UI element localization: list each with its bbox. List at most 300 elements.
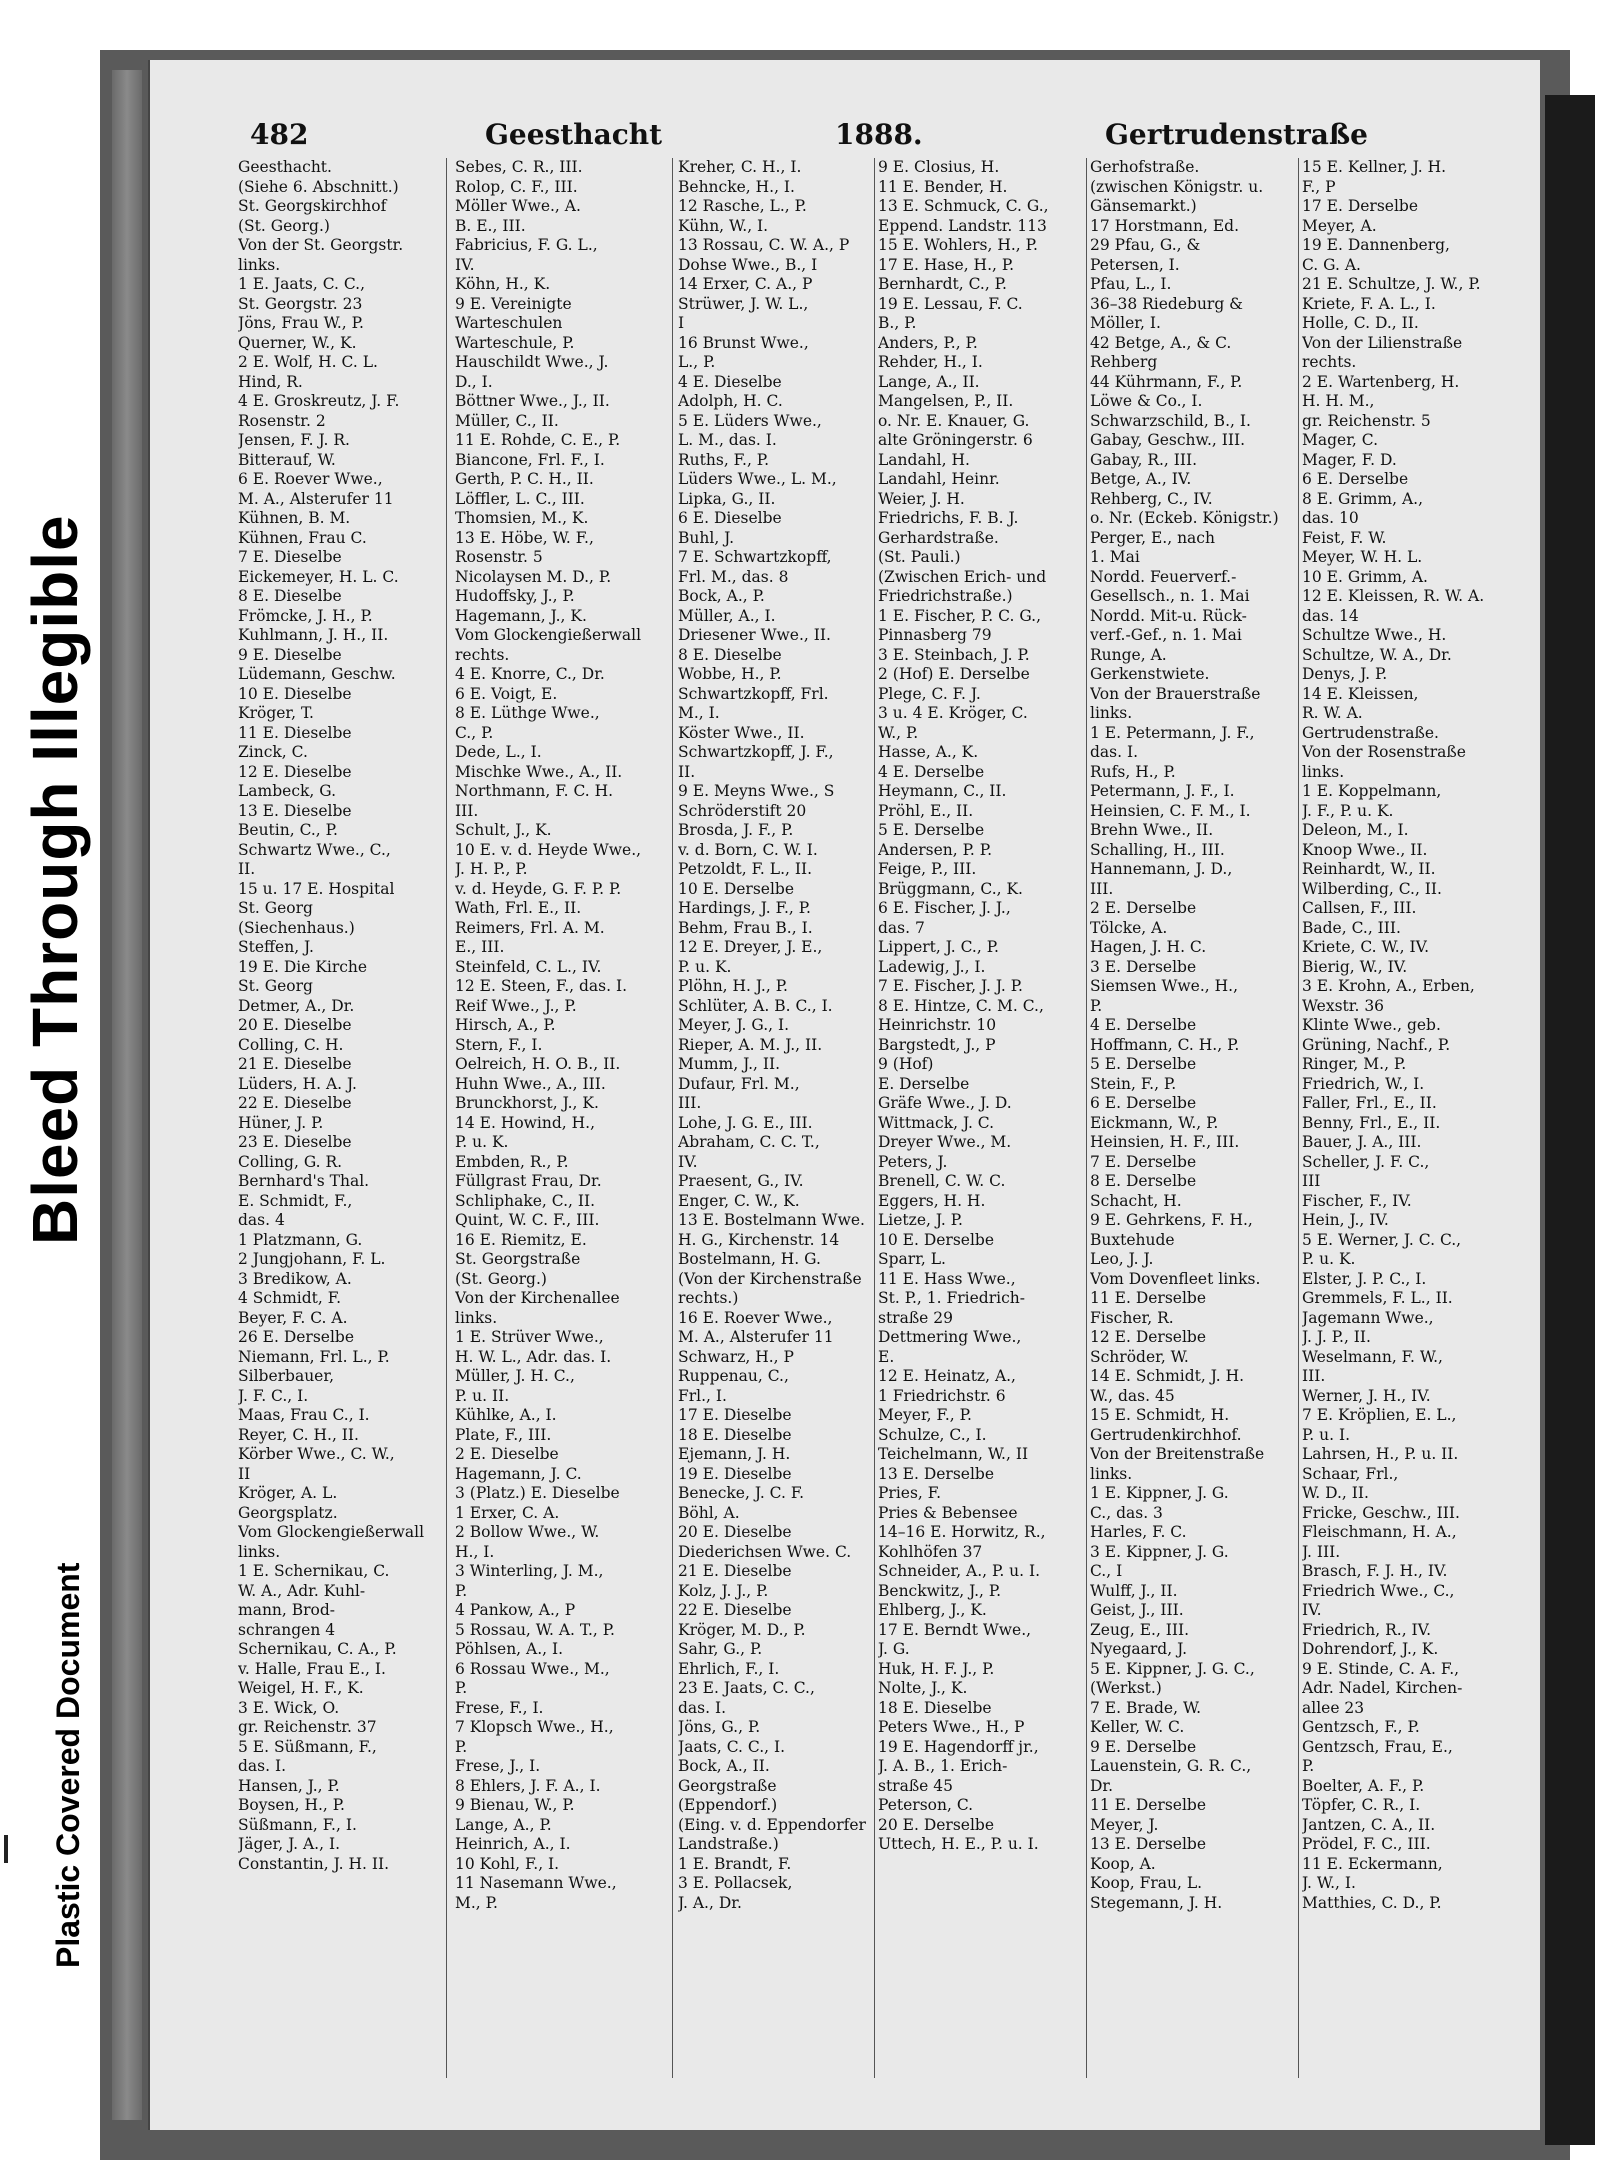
directory-line: Zeug, E., III. xyxy=(1090,1620,1190,1639)
directory-line: 1. Mai xyxy=(1090,548,1140,566)
directory-line: Fleischmann, H. A., xyxy=(1302,1523,1457,1541)
directory-line: Elster, J. P. C., I. xyxy=(1302,1269,1427,1288)
directory-line: Enger, C. W., K. xyxy=(678,1191,800,1210)
directory-line: Teichelmann, W., II xyxy=(878,1445,1029,1463)
directory-line: 17 Horstmann, Ed. xyxy=(1090,216,1240,235)
directory-line: Colling, G. R. xyxy=(238,1152,343,1171)
directory-line: Schwartzkopff, J. F., xyxy=(678,743,834,761)
directory-line: Gabay, R., III. xyxy=(1090,450,1198,469)
directory-line: II. xyxy=(238,860,256,878)
directory-line: 19 E. Dieselbe xyxy=(678,1464,792,1483)
directory-line: Colling, C. H. xyxy=(238,1035,344,1054)
directory-line: B. E., III. xyxy=(455,216,526,235)
directory-line: Dede, L., I. xyxy=(455,743,542,761)
directory-line: Andersen, P. P. xyxy=(878,840,993,859)
directory-line: Kohlhöfen 37 xyxy=(878,1542,983,1561)
directory-line: Schröder, W. xyxy=(1090,1347,1189,1366)
running-header xyxy=(250,118,1368,160)
directory-line: 4 E. Knorre, C., Dr. xyxy=(455,665,605,683)
directory-line: Anders, P., P. xyxy=(878,333,978,352)
directory-line: 8 E. Derselbe xyxy=(1090,1172,1197,1190)
overlay-sidebar xyxy=(0,0,100,2177)
directory-line: 7 E. Schwartzkopff, xyxy=(678,548,832,566)
directory-column-6 xyxy=(1302,158,1527,1913)
directory-line: Weigel, H. F., K. xyxy=(238,1679,364,1697)
directory-line: 13 E. Höbe, W. F., xyxy=(455,528,594,547)
directory-line: Ruths, F., P. xyxy=(678,450,770,469)
directory-line: Hind, R. xyxy=(238,372,303,391)
directory-line: Pries, F. xyxy=(878,1484,942,1502)
edge-mark xyxy=(4,1835,8,1863)
directory-line: P. xyxy=(1090,996,1103,1015)
directory-line: Pfau, L., I. xyxy=(1090,275,1172,293)
directory-line: schrangen 4 xyxy=(238,1620,336,1639)
directory-line: Sparr, L. xyxy=(878,1250,946,1268)
directory-line: das. 4 xyxy=(238,1211,285,1229)
directory-line: rechts.) xyxy=(678,1289,739,1307)
directory-line: 17 E. Dieselbe xyxy=(678,1406,792,1424)
directory-line: Dr. xyxy=(1090,1776,1114,1795)
directory-line: 19 E. Hagendorff jr., xyxy=(878,1737,1039,1756)
directory-line: 14 Erxer, C. A., P xyxy=(678,275,813,293)
directory-line: Töpfer, C. R., I. xyxy=(1302,1796,1421,1814)
directory-line: rechts. xyxy=(455,645,510,664)
directory-line: P. xyxy=(455,1679,468,1697)
directory-line: St. Georgstr. 23 xyxy=(238,294,363,313)
directory-line: verf.-Gef., n. 1. Mai xyxy=(1090,626,1242,644)
directory-line: Peters Wwe., H., P xyxy=(878,1718,1025,1736)
directory-line: St. P., 1. Friedrich- xyxy=(878,1289,1025,1307)
directory-line: 4 E. Groskreutz, J. F. xyxy=(238,392,400,410)
directory-line: Matthies, C. D., P. xyxy=(1302,1893,1442,1912)
directory-line: Hagen, J. H. C. xyxy=(1090,938,1207,956)
directory-line: 18 E. Dieselbe xyxy=(678,1425,792,1444)
directory-line: Rehberg xyxy=(1090,353,1158,371)
directory-line: o. Nr. E. Knauer, G. xyxy=(878,411,1030,430)
directory-line: (Eppendorf.) xyxy=(678,1796,778,1814)
directory-line: Eickemeyer, H. L. C. xyxy=(238,567,399,586)
directory-line: 1 E. Koppelmann, xyxy=(1302,782,1442,800)
directory-line: mann, Brod- xyxy=(238,1601,336,1619)
directory-line: Hasse, A., K. xyxy=(878,743,979,761)
directory-line: Kröger, A. L. xyxy=(238,1484,338,1502)
directory-line: Meyer, F., P. xyxy=(878,1406,972,1424)
directory-line: Lambeck, G. xyxy=(238,782,337,800)
directory-line: Querner, W., K. xyxy=(238,333,357,352)
directory-line: (Zwischen Erich- und xyxy=(878,567,1047,586)
directory-line: P. xyxy=(1302,1757,1315,1775)
directory-line: 36–38 Riedeburg & xyxy=(1090,294,1243,313)
directory-line: Driesener Wwe., II. xyxy=(678,626,831,644)
directory-line: Biancone, Frl. F., I. xyxy=(455,450,605,469)
directory-line: Lüdemann, Geschw. xyxy=(238,665,396,683)
directory-line: Siemsen Wwe., H., xyxy=(1090,977,1239,995)
directory-line: II. xyxy=(678,762,696,781)
directory-line: Löffler, L. C., III. xyxy=(455,489,585,508)
directory-line: 1 E. Fischer, P. C. G., xyxy=(878,606,1042,625)
directory-line: Lohe, J. G. E., III. xyxy=(678,1113,813,1132)
directory-line: v. Halle, Frau E., I. xyxy=(238,1659,386,1678)
directory-line: Hirsch, A., P. xyxy=(455,1016,556,1034)
directory-line: 3 (Platz.) E. Dieselbe xyxy=(455,1484,620,1502)
directory-line: Möller, I. xyxy=(1090,314,1161,332)
directory-line: Brüggmann, C., K. xyxy=(878,879,1023,898)
directory-column-1 xyxy=(238,158,433,1874)
directory-line: o. Nr. (Eckeb. Königstr.) xyxy=(1090,509,1279,527)
directory-line: St. Georgskirchhof xyxy=(238,197,387,215)
directory-line: E. Derselbe xyxy=(878,1074,970,1093)
directory-line: 2 (Hof) E. Derselbe xyxy=(878,665,1030,683)
directory-line: Kriete, C. W., IV. xyxy=(1302,938,1430,956)
directory-line: Nolte, J., K. xyxy=(878,1679,968,1697)
directory-line: Reyer, C. H., II. xyxy=(238,1425,359,1444)
directory-line: straße 45 xyxy=(878,1776,954,1795)
directory-line: Reinhardt, W., II. xyxy=(1302,860,1436,878)
directory-line: C., das. 3 xyxy=(1090,1503,1163,1522)
directory-line: 1 Erxer, C. A. xyxy=(455,1503,560,1522)
directory-line: 3 E. Derselbe xyxy=(1090,957,1197,976)
directory-line: Pries & Bebensee xyxy=(878,1503,1018,1522)
directory-line: Von der Rosenstraße xyxy=(1302,743,1466,761)
directory-line: 12 E. Derselbe xyxy=(1090,1328,1207,1346)
directory-line: C., I xyxy=(1090,1562,1123,1580)
directory-line: Dohrendorf, J., K. xyxy=(1302,1640,1439,1658)
directory-line: 9 Bienau, W., P. xyxy=(455,1796,575,1814)
directory-line: Heymann, C., II. xyxy=(878,782,1007,800)
directory-line: Lipka, G., II. xyxy=(678,489,776,508)
bleed-through-label: Bleed Through Illegible xyxy=(19,514,91,1245)
directory-line: Lietze, J. P. xyxy=(878,1211,963,1229)
directory-line: 15 E. Schmidt, H. xyxy=(1090,1406,1230,1424)
directory-column-2 xyxy=(455,158,670,1913)
directory-line: Friedrichs, F. B. J. xyxy=(878,509,1019,527)
directory-line: St. Georg xyxy=(238,899,313,917)
directory-line: L., P. xyxy=(678,353,716,371)
directory-line: 17 E. Hase, H., P. xyxy=(878,255,1015,274)
directory-line: straße 29 xyxy=(878,1308,954,1327)
directory-line: Hansen, J., P. xyxy=(238,1776,340,1795)
directory-line: 6 Rossau Wwe., M., xyxy=(455,1659,610,1678)
directory-line: Bade, C., III. xyxy=(1302,918,1401,937)
directory-line: v. d. Heyde, G. F. P. P. xyxy=(455,879,622,898)
directory-line: Lüders, H. A. J. xyxy=(238,1074,357,1093)
directory-line: Friedrichstraße.) xyxy=(878,587,1013,605)
directory-line: Hein, J., IV. xyxy=(1302,1211,1389,1229)
directory-line: Silberbauer, xyxy=(238,1367,334,1385)
directory-line: 1 E. Petermann, J. F., xyxy=(1090,723,1255,742)
directory-line: D., I. xyxy=(455,372,493,391)
directory-line: 1 E. Jaats, C. C., xyxy=(238,275,366,293)
directory-line: Von der Kirchenallee xyxy=(455,1289,620,1307)
directory-line: 14 E. Schmidt, J. H. xyxy=(1090,1367,1245,1385)
directory-line: P. u. II. xyxy=(455,1386,510,1405)
directory-line: 1 E. Strüver Wwe., xyxy=(455,1328,604,1346)
directory-line: III. xyxy=(1302,1367,1326,1385)
directory-line: Vom Glockengießerwall xyxy=(238,1523,425,1541)
directory-line: 4 E. Derselbe xyxy=(878,762,985,781)
column-rule xyxy=(672,158,673,2078)
directory-line: Gabay, Geschw., III. xyxy=(1090,431,1246,449)
directory-line: 16 Brunst Wwe., xyxy=(678,333,809,352)
directory-line: Rosenstr. 5 xyxy=(455,548,543,566)
directory-line: 21 E. Schultze, J. W., P. xyxy=(1302,275,1481,293)
directory-line: Kolz, J. J., P. xyxy=(678,1581,769,1600)
directory-line: 10 Kohl, F., I. xyxy=(455,1854,560,1873)
directory-line: C., P. xyxy=(455,723,494,742)
directory-line: 16 E. Riemitz, E. xyxy=(455,1230,587,1249)
directory-line: (St. Georg.) xyxy=(455,1269,547,1288)
directory-line: Knoop Wwe., II. xyxy=(1302,840,1428,859)
directory-line: Grüning, Nachf., P. xyxy=(1302,1035,1451,1054)
directory-line: 11 E. Eckermann, xyxy=(1302,1854,1443,1873)
directory-line: Northmann, F. C. H. xyxy=(455,782,614,800)
directory-line: 7 E. Kröplien, E. L., xyxy=(1302,1406,1457,1424)
directory-line: 5 E. Derselbe xyxy=(1090,1055,1197,1073)
directory-line: II xyxy=(238,1464,251,1483)
directory-line: P. xyxy=(455,1581,468,1600)
directory-line: Callsen, F., III. xyxy=(1302,899,1417,917)
directory-line: J. A. B., 1. Erich- xyxy=(878,1757,1008,1775)
directory-line: das. 10 xyxy=(1302,509,1359,527)
directory-line: Peterson, C. xyxy=(878,1796,974,1814)
directory-line: 20 E. Derselbe xyxy=(878,1815,995,1834)
directory-line: Meyer, J. xyxy=(1090,1815,1159,1834)
directory-line: 14–16 E. Horwitz, R., xyxy=(878,1523,1046,1541)
directory-line: Gerth, P. C. H., II. xyxy=(455,470,594,488)
directory-line: J. III. xyxy=(1302,1542,1341,1561)
directory-line: Nyegaard, J. xyxy=(1090,1640,1188,1658)
directory-line: Von der St. Georgstr. xyxy=(238,236,404,254)
directory-line: Wulff, J., II. xyxy=(1090,1581,1178,1600)
directory-line: 2 Jungjohann, F. L. xyxy=(238,1250,386,1268)
directory-line: Fabricius, F. G. L., xyxy=(455,236,598,254)
directory-line: Georgsplatz. xyxy=(238,1503,338,1522)
directory-line: 1 E. Schernikau, C. xyxy=(238,1562,390,1580)
directory-line: 8 E. Dieselbe xyxy=(238,587,342,605)
directory-line: Huhn Wwe., A., III. xyxy=(455,1074,606,1093)
directory-line: 5 E. Süßmann, F., xyxy=(238,1737,377,1756)
directory-line: Schwartzkopff, Frl. xyxy=(678,684,829,703)
directory-line: Deleon, M., I. xyxy=(1302,821,1409,839)
directory-line: 42 Betge, A., & C. xyxy=(1090,333,1232,352)
directory-line: 22 E. Dieselbe xyxy=(238,1094,352,1112)
directory-line: Wilberding, C., II. xyxy=(1302,879,1442,898)
directory-line: Frl. M., das. 8 xyxy=(678,567,789,586)
directory-line: Müller, C., II. xyxy=(455,411,559,430)
directory-line: Müller, A., I. xyxy=(678,606,776,625)
directory-line: 15 u. 17 E. Hospital xyxy=(238,879,395,898)
directory-line: J. F., P. u. K. xyxy=(1302,801,1394,820)
directory-line: Gräfe Wwe., J. D. xyxy=(878,1094,1012,1112)
directory-line: 2 E. Wartenberg, H. xyxy=(1302,372,1460,391)
directory-line: 8 E. Lüthge Wwe., xyxy=(455,704,600,722)
directory-line: 3 E. Wick, O. xyxy=(238,1698,340,1717)
directory-line: Koop, A. xyxy=(1090,1854,1156,1873)
directory-line: Uttech, H. E., P. u. I. xyxy=(878,1835,1039,1853)
directory-line: Böhl, A. xyxy=(678,1503,740,1522)
directory-line: Hauschildt Wwe., J. xyxy=(455,353,609,371)
directory-line: Quint, W. C. F., III. xyxy=(455,1211,600,1229)
directory-line: 26 E. Derselbe xyxy=(238,1328,355,1346)
directory-line: 6 E. Derselbe xyxy=(1302,470,1409,488)
directory-line: rechts. xyxy=(1302,353,1357,371)
directory-line: Frömcke, J. H., P. xyxy=(238,606,373,625)
directory-line: Abraham, C. C. T., xyxy=(678,1133,820,1151)
directory-line: Benny, Frl., E., II. xyxy=(1302,1113,1441,1132)
directory-line: Adr. Nadel, Kirchen- xyxy=(1302,1679,1463,1697)
directory-line: Stern, F., I. xyxy=(455,1035,543,1054)
directory-line: 4 E. Derselbe xyxy=(1090,1016,1197,1034)
right-running-head: Gertrudenstraße xyxy=(1105,118,1368,151)
directory-line: Kühnen, Frau C. xyxy=(238,528,367,547)
directory-line: Sebes, C. R., III. xyxy=(455,158,583,176)
directory-column-5 xyxy=(1090,158,1300,1913)
directory-line: Maas, Frau C., I. xyxy=(238,1406,370,1424)
directory-line: 8 Ehlers, J. F. A., I. xyxy=(455,1776,601,1795)
directory-line: Rufs, H., P. xyxy=(1090,762,1176,781)
directory-line: links. xyxy=(238,255,281,274)
directory-line: 17 E. Berndt Wwe., xyxy=(878,1620,1032,1639)
directory-line: Gesellsch., n. 1. Mai xyxy=(1090,587,1250,605)
directory-line: Schneider, A., P. u. I. xyxy=(878,1562,1041,1580)
directory-line: das. 7 xyxy=(878,918,925,937)
directory-line: 8 E. Grimm, A., xyxy=(1302,489,1424,508)
directory-line: 20 E. Dieselbe xyxy=(678,1523,792,1541)
directory-line: Kühnen, B. M. xyxy=(238,509,351,527)
directory-line: Hoffmann, C. H., P. xyxy=(1090,1035,1240,1054)
directory-line: Böttner Wwe., J., II. xyxy=(455,392,610,410)
directory-line: links. xyxy=(1302,762,1345,781)
directory-line: E., III. xyxy=(455,938,505,956)
directory-line: 3 E. Steinbach, J. P. xyxy=(878,645,1030,664)
directory-line: Bauer, J. A., III. xyxy=(1302,1133,1422,1151)
directory-line: 7 E. Derselbe xyxy=(1090,1152,1197,1171)
directory-line: Mumm, J., II. xyxy=(678,1055,781,1073)
directory-line: Stegemann, J. H. xyxy=(1090,1893,1223,1912)
directory-line: Von der Brauerstraße xyxy=(1090,684,1261,703)
directory-line: Praesent, G., IV. xyxy=(678,1172,804,1190)
directory-line: Lahrsen, H., P. u. II. xyxy=(1302,1445,1459,1463)
directory-line: Mager, F. D. xyxy=(1302,450,1397,469)
directory-line: III. xyxy=(455,801,479,820)
directory-line: Perger, E., nach xyxy=(1090,528,1215,547)
directory-line: Petzoldt, F. L., II. xyxy=(678,860,813,878)
directory-line: Petermann, J. F., I. xyxy=(1090,782,1235,800)
directory-line: W., P. xyxy=(878,723,919,742)
directory-line: Fischer, F., IV. xyxy=(1302,1191,1412,1210)
directory-line: III. xyxy=(1090,879,1114,898)
directory-line: 29 Pfau, G., & xyxy=(1090,236,1201,254)
directory-line: 2 Bollow Wwe., W. xyxy=(455,1523,600,1541)
directory-line: Kühlke, A., I. xyxy=(455,1406,557,1424)
directory-line: Rehder, H., I. xyxy=(878,353,983,371)
directory-line: Meyer, A. xyxy=(1302,216,1377,235)
directory-line: Eickmann, W., P. xyxy=(1090,1113,1219,1132)
column-rule xyxy=(1298,158,1299,2078)
directory-line: Bierig, W., IV. xyxy=(1302,957,1408,976)
directory-line: Körber Wwe., C. W., xyxy=(238,1445,395,1463)
directory-line: M., P. xyxy=(455,1893,498,1912)
directory-line: Boelter, A. F., P. xyxy=(1302,1776,1425,1795)
directory-line: Jagemann Wwe., xyxy=(1302,1308,1434,1327)
directory-line: 23 E. Dieselbe xyxy=(238,1133,352,1151)
directory-line: 11 E. Dieselbe xyxy=(238,723,352,742)
directory-line: Brosda, J. F., P. xyxy=(678,821,794,839)
directory-line: Gänsemarkt.) xyxy=(1090,197,1197,215)
directory-line: Dreyer Wwe., M. xyxy=(878,1133,1012,1151)
directory-line: L. M., das. I. xyxy=(678,431,777,449)
directory-line: Benckwitz, J., P. xyxy=(878,1581,1002,1600)
directory-line: 13 Rossau, C. W. A., P xyxy=(678,236,850,254)
directory-line: Nordd. Feuerverf.- xyxy=(1090,567,1237,586)
directory-line: 15 E. Wohlers, H., P. xyxy=(878,236,1038,254)
directory-line: Embden, R., P. xyxy=(455,1152,569,1171)
directory-line: Gerhofstraße. xyxy=(1090,158,1200,176)
directory-line: III xyxy=(1302,1172,1321,1190)
directory-line: Kühn, W., I. xyxy=(678,216,769,235)
directory-line: 5 E. Derselbe xyxy=(878,821,985,839)
directory-line: 16 E. Roever Wwe., xyxy=(678,1308,833,1327)
directory-line: 12 E. Heinatz, A., xyxy=(878,1367,1016,1385)
directory-line: Eppend. Landstr. 113 xyxy=(878,216,1047,235)
directory-line: Schultze, W. A., Dr. xyxy=(1302,645,1452,664)
directory-line: H. G., Kirchenstr. 14 xyxy=(678,1230,840,1249)
directory-line: 6 E. Voigt, E. xyxy=(455,684,558,703)
directory-line: Georgstraße xyxy=(678,1776,777,1795)
directory-line: Denys, J. P. xyxy=(1302,665,1388,683)
directory-line: (Von der Kirchenstraße xyxy=(678,1269,862,1288)
directory-line: links. xyxy=(1090,704,1133,722)
directory-line: Petersen, I. xyxy=(1090,255,1180,274)
directory-line: Schulze, C., I. xyxy=(878,1425,987,1444)
directory-line: das. I. xyxy=(1090,743,1139,761)
directory-line: F., P xyxy=(1302,177,1336,196)
directory-line: Dettmering Wwe., xyxy=(878,1328,1022,1346)
directory-line: B., P. xyxy=(878,314,917,332)
directory-line: Köster Wwe., II. xyxy=(678,723,805,742)
directory-line: Gertrudenstraße. xyxy=(1302,723,1439,742)
directory-line: Lange, A., P. xyxy=(455,1815,552,1834)
directory-line: Schacht, H. xyxy=(1090,1191,1182,1210)
directory-line: Schult, J., K. xyxy=(455,821,552,839)
directory-line: Bock, A., P. xyxy=(678,587,765,605)
directory-line: 9 E. Stinde, C. A. F., xyxy=(1302,1659,1460,1678)
directory-line: Pröhl, E., II. xyxy=(878,801,974,820)
directory-line: 2 E. Derselbe xyxy=(1090,899,1197,917)
directory-line: IV. xyxy=(1302,1601,1322,1619)
directory-line: Heinsien, H. F., III. xyxy=(1090,1133,1240,1151)
directory-line: (zwischen Königstr. u. xyxy=(1090,177,1264,196)
directory-line: Schliphake, C., II. xyxy=(455,1191,596,1210)
directory-line: E. xyxy=(878,1347,895,1366)
directory-line: Stein, F., P. xyxy=(1090,1074,1177,1093)
left-running-head: Geesthacht xyxy=(485,118,663,151)
directory-line: 3 E. Krohn, A., Erben, xyxy=(1302,977,1475,995)
directory-line: IV. xyxy=(455,255,475,274)
directory-line: 44 Kührmann, F., P. xyxy=(1090,372,1243,391)
directory-line: Feige, P., III. xyxy=(878,860,977,878)
directory-line: I xyxy=(678,314,685,332)
directory-line: Kuhlmann, J. H., II. xyxy=(238,626,389,644)
directory-line: P. xyxy=(455,1737,468,1756)
directory-line: Thomsien, M., K. xyxy=(455,509,589,527)
directory-line: 7 Klopsch Wwe., H., xyxy=(455,1718,614,1736)
directory-line: 9 E. Derselbe xyxy=(1090,1737,1197,1756)
directory-line: Von der Breitenstraße xyxy=(1090,1445,1265,1463)
directory-line: Keller, W. C. xyxy=(1090,1718,1185,1736)
directory-line: 12 E. Dieselbe xyxy=(238,762,352,781)
directory-line: Plate, F., III. xyxy=(455,1425,552,1444)
